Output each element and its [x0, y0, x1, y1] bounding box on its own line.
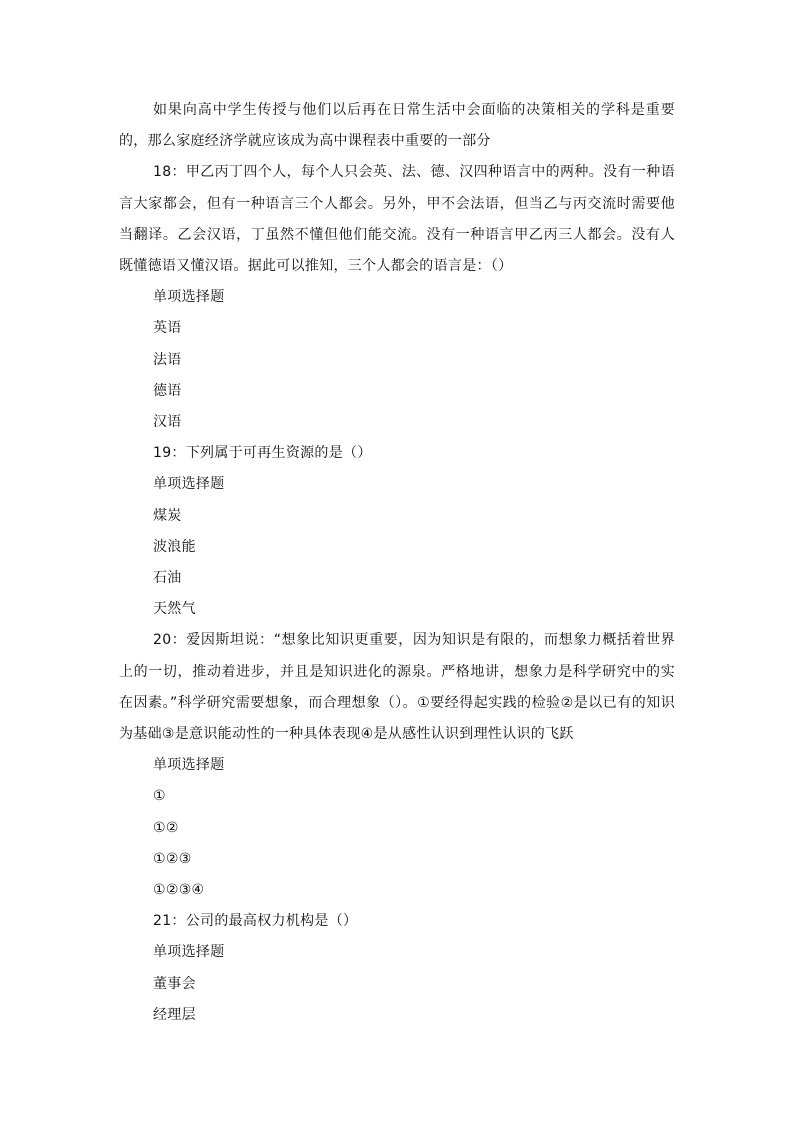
- question-19-option-3: 石油: [153, 570, 182, 587]
- question-18-option-4: 汉语: [153, 414, 182, 431]
- question-18-option-1: 英语: [153, 320, 182, 337]
- question-20-option-2: ①②: [153, 819, 179, 836]
- intro-paragraph: 如果向高中学生传授与他们以后再在日常生活中会面临的决策相关的学科是重要的，那么家庭经济学就应该成为高中课程表中重要的一部分: [119, 102, 675, 150]
- question-20-option-4: ①②③④: [153, 882, 205, 899]
- question-20-option-3: ①②③: [153, 850, 192, 867]
- question-18-stem: 18：甲乙丙丁四个人，每个人只会英、法、德、汉四种语言中的两种。没有一种语言大家都会，但有一种语言三个人都会。另外，甲不会法语，但当乙与丙交流时需要他当翻译。乙会汉语，丁虽然不懂但他们能交流。没有一种语言甲乙丙三人都会。没有人既懂德语又懂汉语。据此可以推知，三个人都会的语言是：（）: [119, 164, 675, 275]
- question-19-stem: 19：下列属于可再生资源的是（）: [153, 445, 372, 462]
- question-18-type: 单项选择题: [153, 289, 225, 306]
- question-21-stem: 21：公司的最高权力机构是（）: [153, 913, 358, 930]
- question-19-type: 单项选择题: [153, 476, 225, 493]
- question-21-option-2: 经理层: [153, 1006, 196, 1023]
- question-19-option-4: 天然气: [153, 601, 196, 618]
- question-21-option-1: 董事会: [153, 975, 196, 992]
- question-20-option-1: ①: [153, 788, 166, 805]
- question-19-option-2: 波浪能: [153, 538, 196, 555]
- question-19-option-1: 煤炭: [153, 507, 182, 524]
- question-21-type: 单项选择题: [153, 944, 225, 961]
- question-18-option-2: 法语: [153, 351, 182, 368]
- question-18-option-3: 德语: [153, 382, 182, 399]
- question-20-stem: 20：爱因斯坦说：“想象比知识更重要，因为知识是有限的，而想象力概括着世界上的一切，推动着进步，并且是知识进化的源泉。严格地讲，想象力是科学研究中的实在因素。”科学研究需要想象，而合理想象（）。①要经得起实践的检验②是以已有的知识为基础③是意识能动性的一种具体表现④是从感性认识到理性认识的飞跃: [119, 632, 675, 743]
- document-body: [119, 95, 675, 1031]
- question-20-type: 单项选择题: [153, 757, 225, 774]
